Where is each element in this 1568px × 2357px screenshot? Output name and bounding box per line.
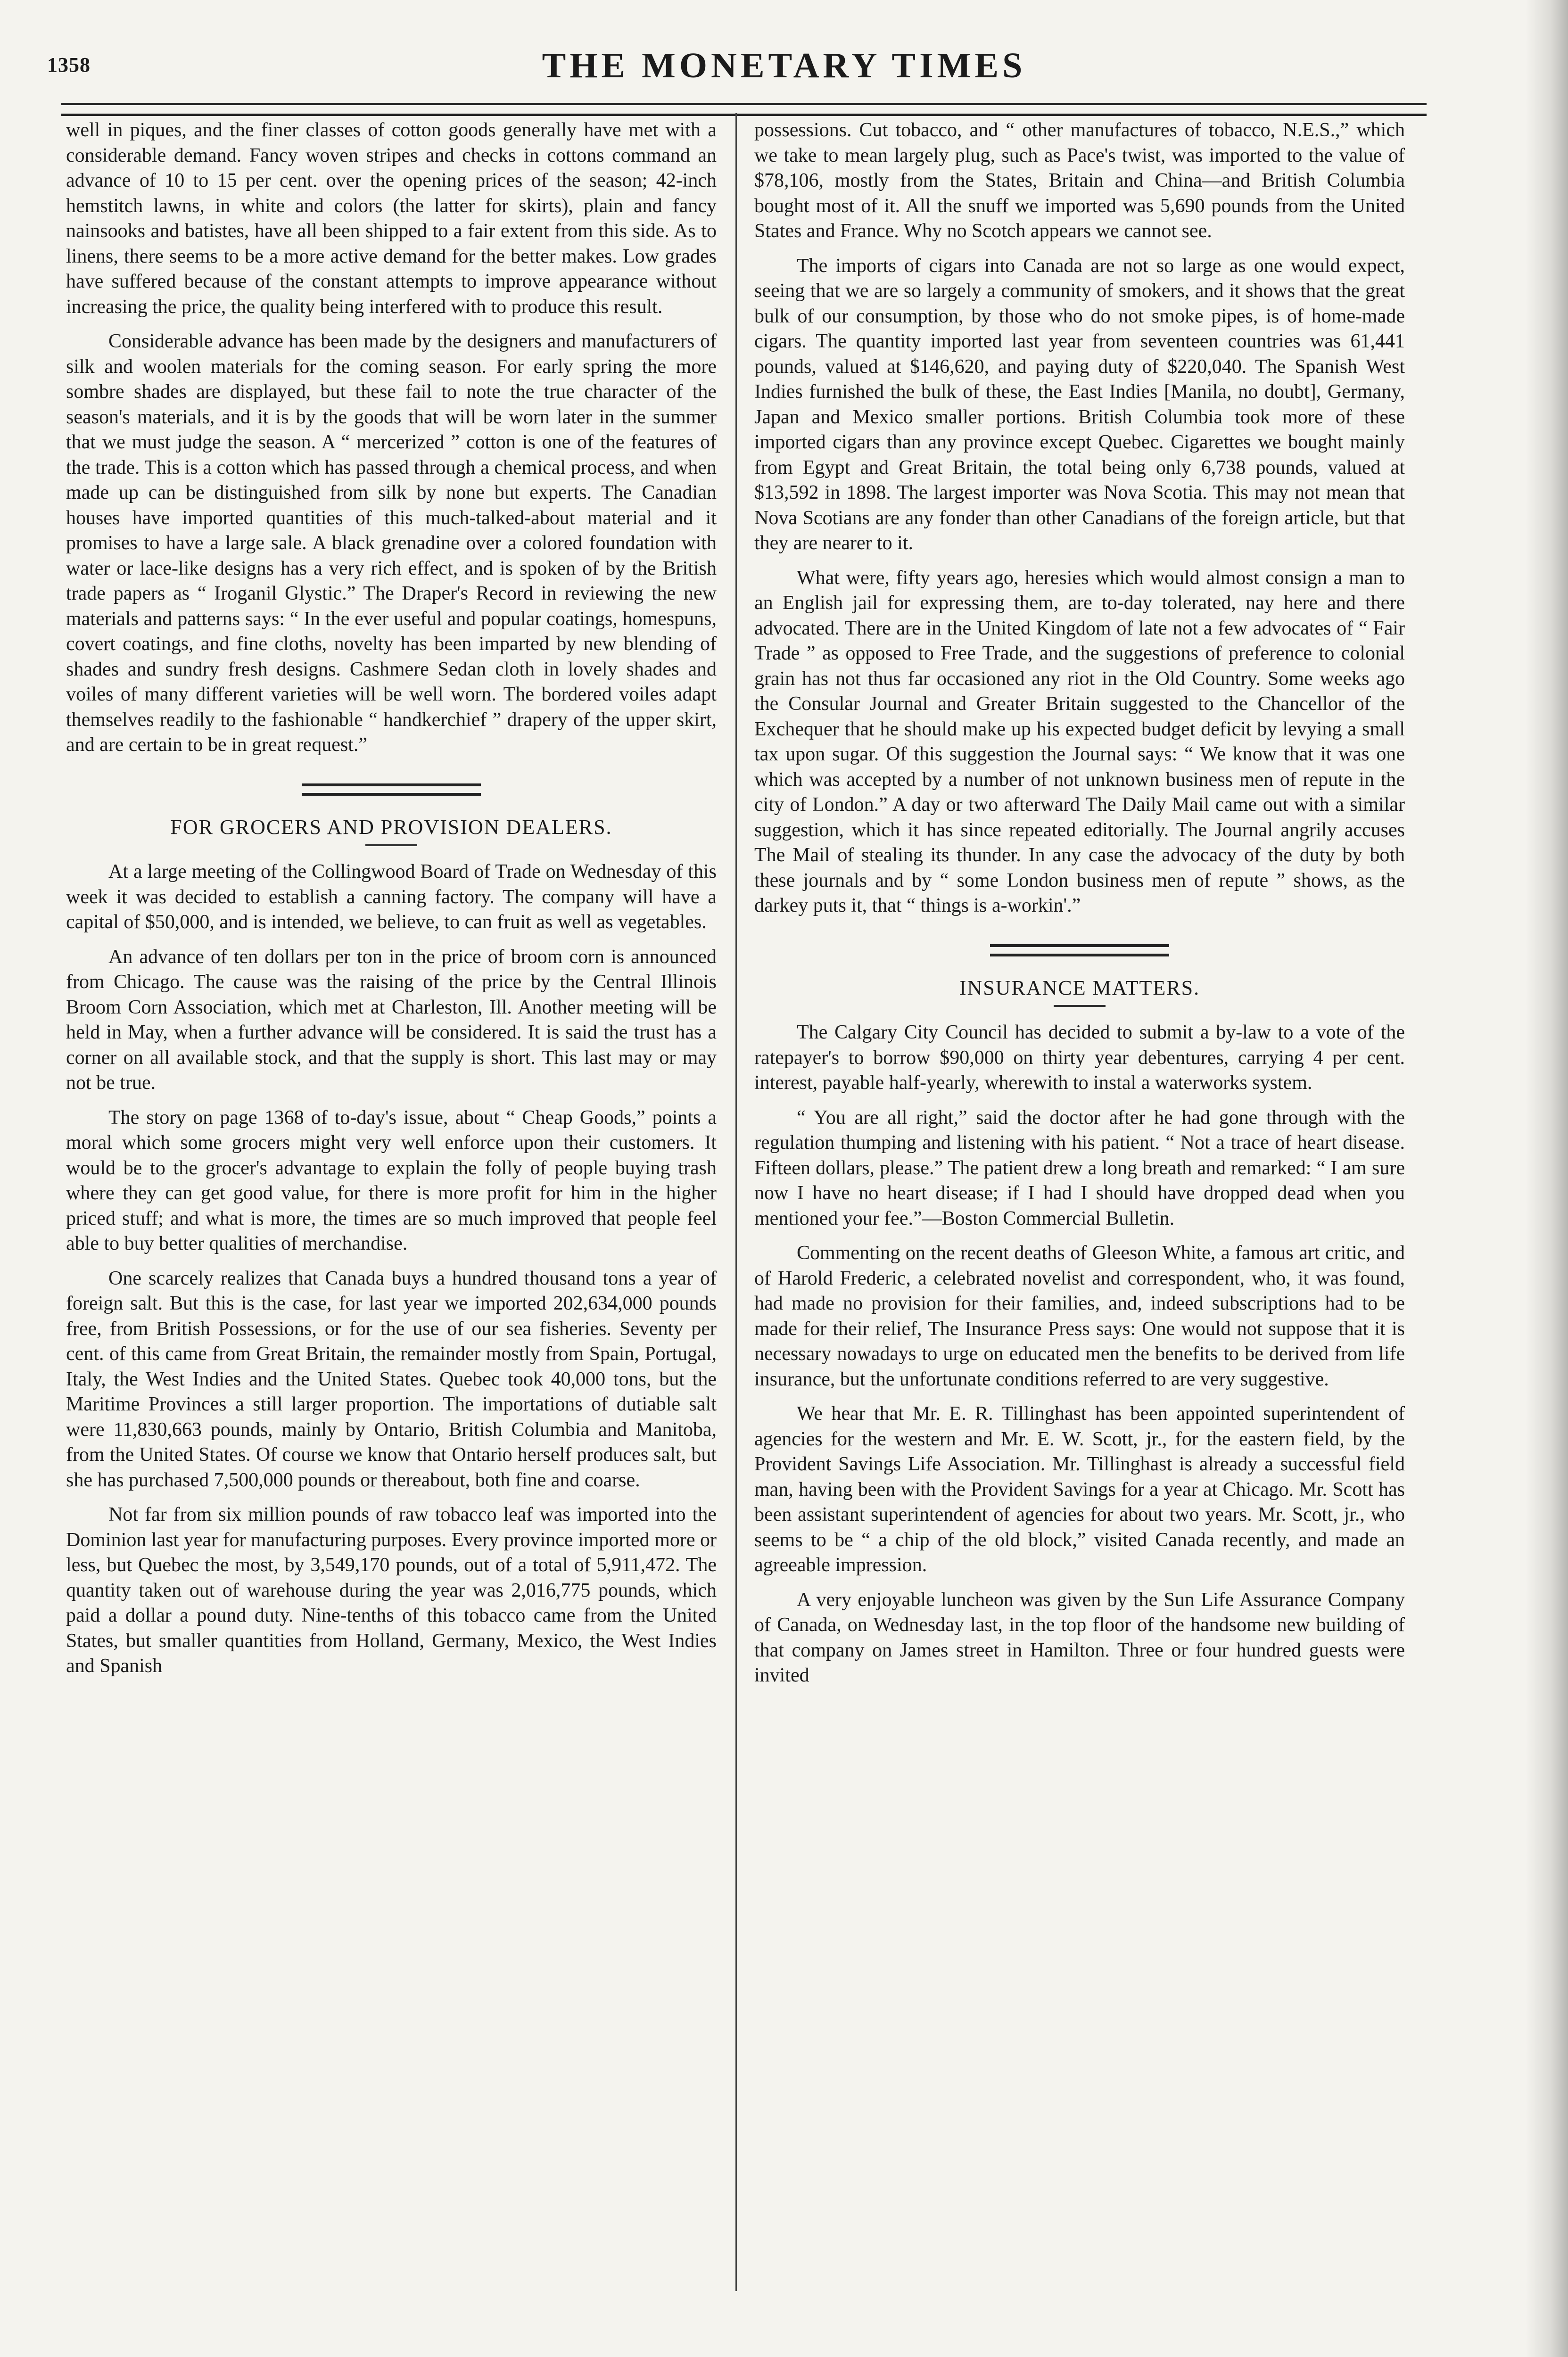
article-paragraph: possessions. Cut tobacco, and “ other manufactures of tobacco, N.E.S.,” which we take to mean largely plug, such as Pace's twist, was imported to the value of $78,106, mostly from the States, Britain and China—and British Columbia bought most of it. All the snuff we imported was 5,690 pounds from the United States and France. Why no Scotch appears we cannot see. [754, 119, 1405, 242]
section-heading-insurance: INSURANCE MATTERS. [959, 976, 1200, 999]
article-paragraph: The Calgary City Council has decided to submit a by-law to a vote of the ratepayer's to borrow $90,000 on thirty year debentures, carrying 4 per cent. interest, payable half-yearly, wherewith to instal a waterworks system. [754, 1022, 1405, 1094]
article-paragraph: Commenting on the recent deaths of Gleeson White, a famous art critic, and of Harold Frederic, a celebrated novelist and correspondent, who, it was found, had made no provision for their families, and, indeed subscriptions had to be made for their relief, The Insurance Press says: One would not suppose that it is necessary nowadays to urge on educated men the benefits to be derived from life insurance, but the unfortunate conditions referred to are very suggestive. [754, 1242, 1405, 1390]
article-paragraph: “ You are all right,” said the doctor after he had gone through with the regulation thumping and listening with his patient. “ Not a trace of heart disease. Fifteen dollars, please.” The patient drew a long breath and remarked: “ I am sure now I have no heart disease; if I had I should have dropped dead when you mentioned your fee.”—Boston Commercial Bulletin. [754, 1106, 1405, 1229]
page-edge-shadow [1526, 0, 1568, 2357]
section-heading-grocers: FOR GROCERS AND PROVISION DEALERS. [170, 815, 612, 839]
article-paragraph: Considerable advance has been made by the designers and manufacturers of silk and woolen materials for the coming season. For early spring the more sombre shades are displayed, but these fail to note the true character of the season's materials, and it is by the goods that will be worn later in the summer that we must judge the season. A “ mercerized ” cotton is one of the features of the trade. This is a cotton which has passed through a chemical process, and when made up can be distinguished from silk by none but experts. The Canadian houses have imported quantities of this much-talked-about material and it promises to have a large sale. A black grenadine over a colored foundation with water or lace-like designs has a very rich effect, and is spoken of by the British trade papers as “ Iroganil Glystic.” The Draper's Record in reviewing the new materials and patterns says: “ In the ever useful and popular coatings, homespuns, covert coatings, and fine cloths, novelty has been imparted by new blending of shades and sundry fresh designs. Cashmere Sedan cloth in lovely shades and voiles of many different varieties will be well worn. The bordered voiles adapt themselves readily to the fashionable “ handkerchief ” drapery of the upper skirt, and are certain to be in great request.” [66, 330, 717, 756]
article-paragraph: An advance of ten dollars per ton in the price of broom corn is announced from Chicago. The cause was the raising of the price by the Central Illinois Broom Corn Association, which met at Charleston, Ill. Another meeting will be held in May, when a further advance will be considered. It is said the trust has a corner on all available stock, and that the supply is short. This last may or may not be true. [66, 946, 717, 1094]
masthead-title: THE MONETARY TIMES [542, 46, 1026, 85]
article-paragraph: A very enjoyable luncheon was given by the Sun Life Assurance Company of Canada, on Wednesday last, in the top floor of the handsome new building of that company on James street in Hamilton. Three or four hundred guests were invited [754, 1589, 1405, 1686]
article-paragraph: Not far from six million pounds of raw tobacco leaf was imported into the Dominion last year for manufacturing purposes. Every province imported more or less, but Quebec the most, by 3,549,170 pounds, out of a total of 5,911,472. The quantity taken out of warehouse during the year was 2,016,775 pounds, which paid a dollar a pound duty. Nine-tenths of this tobacco came from the United States, but smaller quantities from Holland, Germany, Mexico, the West Indies and Spanish [66, 1504, 717, 1677]
article-paragraph: well in piques, and the finer classes of cotton goods generally have met with a considerable demand. Fancy woven stripes and checks in cottons command an advance of 10 to 15 per cent. over the opening prices of the season; 42-inch hemstitch lawns, in white and colors (the latter for skirts), plain and fancy nainsooks and batistes, have all been shipped to a fair extent from this side. As to linens, there seems to be a more active demand for the better makes. Low grades have suffered because of the constant attempts to improve appearance without increasing the price, the quality being interfered with to produce this result. [66, 119, 717, 318]
page-number: 1358 [47, 53, 91, 76]
right-column [754, 118, 1405, 1698]
article-paragraph: One scarcely realizes that Canada buys a hundred thousand tons a year of foreign salt. But this is the case, for last year we imported 202,634,000 pounds free, from British Possessions, or for the use of our sea fisheries. Seventy per cent. of this came from Great Britain, the remainder mostly from Spain, Portugal, Italy, the West Indies and the United States. Quebec took 40,000 tons, but the Maritime Provinces a still larger proportion. The importations of dutiable salt were 11,830,663 pounds, mainly by Ontario, British Columbia and Manitoba, from the United States. Of course we know that Ontario herself produces salt, but she has purchased 7,500,000 pounds or thereabout, both fine and coarse. [66, 1267, 717, 1491]
header-double-rule [61, 103, 1427, 116]
column-divider [735, 113, 737, 2291]
heading-rule [1054, 1005, 1106, 1007]
article-paragraph: What were, fifty years ago, heresies which would almost consign a man to an English jail for expressing them, are to-day tolerated, nay here and there advocated. There are in the United Kingdom of late not a few advocates of “ Fair Trade ” as opposed to Free Trade, and the suggestions of preference to colonial grain has not thus far occasioned any riot in the Old Country. Some weeks ago the Consular Journal and Greater Britain suggested to the Chancellor of the Exchequer that he should make up his expected budget deficit by levying a small tax upon sugar. Of this suggestion the Journal says: “ We know that it was one which was accepted by a number of not unknown business men of repute in the city of London.” A day or two afterward The Daily Mail came out with a similar suggestion, which it has since repeated editorially. The Journal angrily accuses The Mail of stealing its thunder. In any case the advocacy of the duty by both these journals and by “ some London business men of repute ” shows, as the darkey puts it, that “ things is a-workin'.” [754, 567, 1405, 916]
article-paragraph: We hear that Mr. E. R. Tillinghast has been appointed superintendent of agencies for the western and Mr. E. W. Scott, jr., for the eastern field, by the Provident Savings Life Association. Mr. Tillinghast is already a successful field man, having been with the Provident Savings for a year at Chicago. Mr. Scott has been assistant superintendent of agencies for about two years. Mr. Scott, jr., who seems to be “ a chip of the old block,” visited Canada recently, and made an agreeable impression. [754, 1403, 1405, 1576]
section-separator [990, 944, 1169, 956]
section-separator [302, 783, 481, 796]
article-paragraph: The story on page 1368 of to-day's issue, about “ Cheap Goods,” points a moral which some grocers might very well enforce upon their customers. It would be to the grocer's advantage to explain the folly of people buying trash where they can get good value, for there is more profit for him in the higher priced stuff; and what is more, the times are so much improved that people feel able to buy better qualities of merchandise. [66, 1106, 717, 1254]
article-paragraph: At a large meeting of the Collingwood Board of Trade on Wednesday of this week it was decided to establish a canning factory. The company will have a capital of $50,000, and is intended, we believe, to can fruit as well as vegetables. [66, 861, 717, 933]
left-column [66, 118, 717, 1689]
article-paragraph: The imports of cigars into Canada are not so large as one would expect, seeing that we are so largely a community of smokers, and it shows that the great bulk of our consumption, by those who do not smoke pipes, is of home-made cigars. The quantity imported last year from seventeen countries was 61,441 pounds, valued at $146,620, and paying duty of $220,040. The Spanish West Indies furnished the bulk of these, the East Indies [Manila, no doubt], Germany, Japan and Mexico smaller portions. British Columbia took more of these imported cigars than any province except Quebec. Cigarettes we bought mainly from Egypt and Great Britain, the total being only 6,738 pounds, valued at $13,592 in 1898. The largest importer was Nova Scotia. This may not mean that Nova Scotians are any fonder than other Canadians of the foreign article, but that they are nearer to it. [754, 255, 1405, 554]
heading-rule [365, 844, 417, 846]
